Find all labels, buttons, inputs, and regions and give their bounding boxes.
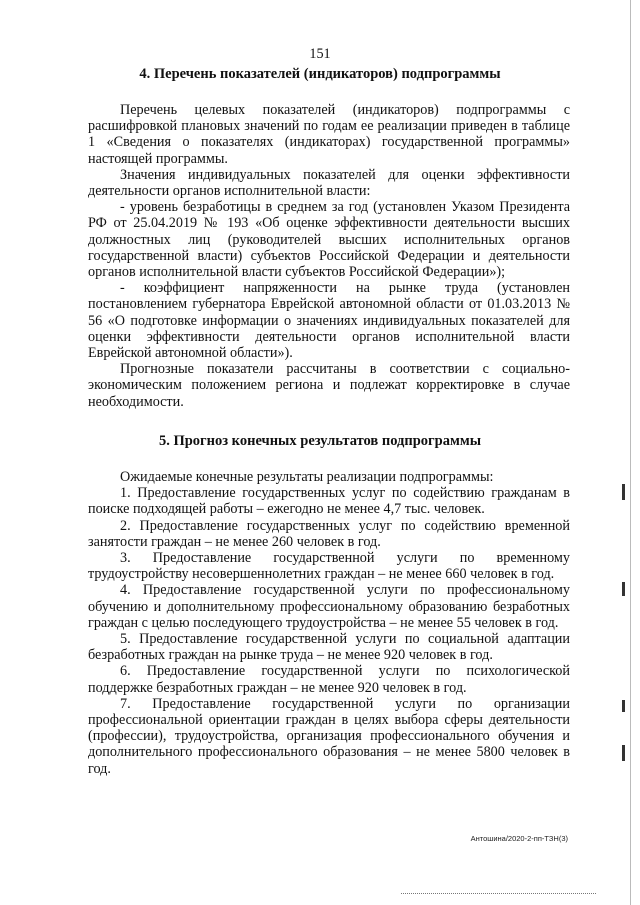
section-4-body <box>88 102 570 410</box>
list-item: 6. Предоставление государственной услуги по психологической поддержке безработных граждан – не менее 920 человек в год. <box>88 663 570 696</box>
scan-artifact-edge <box>630 0 631 905</box>
paragraph: Прогнозные показатели рассчитаны в соответствии с социально-экономическим положением региона и подлежат корректировке в случае необходимости. <box>88 361 570 410</box>
list-item: - уровень безработицы в среднем за год (установлен Указом Президента РФ от 25.04.2019 № 193 «Об оценке эффективности деятельности высших должностных лиц (руководителей высших исполнительных органов государственной власти) субъектов Российской Федерации и деятельности органов исполнительной власти субъектов Российской Федерации»); <box>88 199 570 281</box>
list-item: 3. Предоставление государственной услуги по временному трудоустройству несовершеннолетних граждан – не менее 660 человек в год. <box>88 550 570 583</box>
scan-artifact-mark <box>622 582 625 596</box>
section-4-heading: 4. Перечень показателей (индикаторов) подпрограммы <box>139 66 501 82</box>
section-5-body <box>88 469 570 777</box>
paragraph: Перечень целевых показателей (индикаторов) подпрограммы с расшифровкой плановых значений по годам ее реализации приведен в таблице 1 «Сведения о показателях (индикаторах) государственной программы» настоящей программы. <box>88 102 570 167</box>
list-item: - коэффициент напряженности на рынке труда (установлен постановлением губернатора Еврейской автономной области от 01.03.2013 № 56 «О подготовке информации о значениях индивидуальных показателей для оценки эффективности деятельности органов исполнительной власти Еврейской автономной области»). <box>88 280 570 362</box>
list-item: 4. Предоставление государственной услуги по профессиональному обучению и дополнительному профессиональному образованию безработных граждан с целью последующего трудоустройства – не менее 55 человек в год. <box>88 582 570 631</box>
paragraph: Ожидаемые конечные результаты реализации подпрограммы: <box>120 469 494 485</box>
list-item: 7. Предоставление государственной услуги по организации профессиональной ориентации граждан в целях выбора сферы деятельности (профессии), трудоустройства, организация профессионального обучения и дополнительного профессионального образования – не менее 5800 человек в год. <box>88 695 570 777</box>
paragraph: Значения индивидуальных показателей для оценки эффективности деятельности органов исполнительной власти: <box>88 166 570 200</box>
scan-artifact-mark <box>622 745 625 761</box>
section-5-heading: 5. Прогноз конечных результатов подпрограммы <box>158 433 482 449</box>
footer-code: Антошина/2020-2-пп-ТЗН(3) <box>470 834 568 843</box>
scan-artifact-mark <box>622 700 625 712</box>
scan-artifact-line <box>401 893 596 894</box>
list-item: 1. Предоставление государственных услуг по содействию гражданам в поиске подходящей работы – ежегодно не менее 4,7 тыс. человек. <box>88 485 570 518</box>
list-item: 5. Предоставление государственной услуги по социальной адаптации безработных граждан на рынке труда – не менее 920 человек в год. <box>88 631 570 664</box>
scan-artifact-mark <box>622 484 625 500</box>
page-number: 151 <box>309 46 331 62</box>
list-item: 2. Предоставление государственных услуг по содействию временной занятости граждан – не менее 260 человек в год. <box>88 517 570 550</box>
